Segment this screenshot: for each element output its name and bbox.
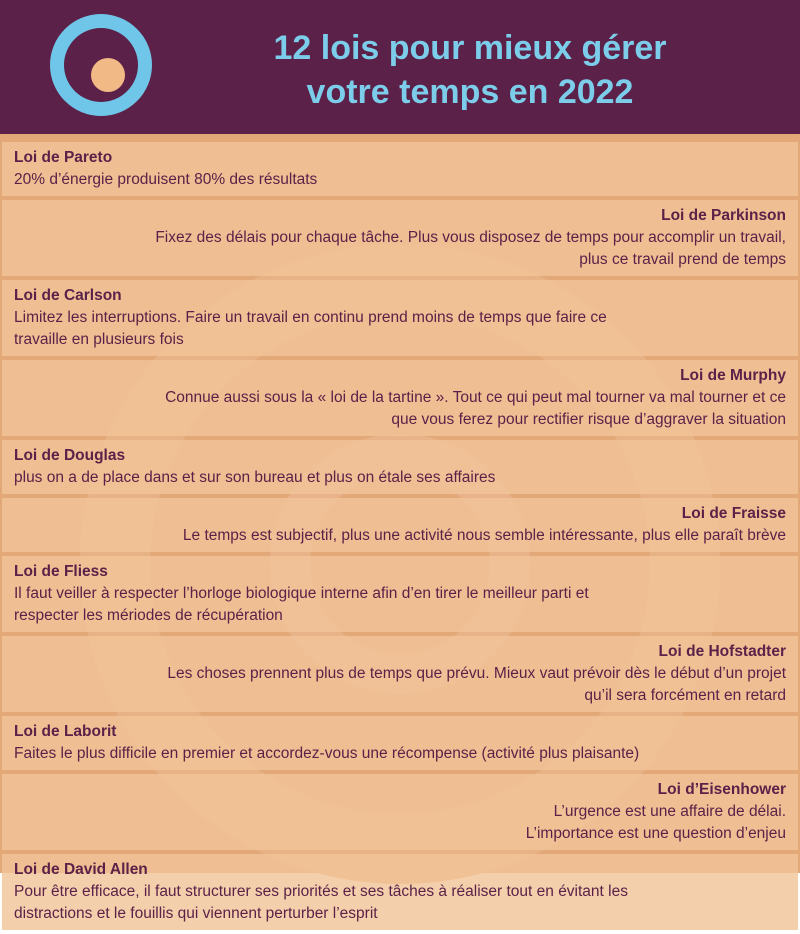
- law-description: plus on a de place dans et sur son bureau et plus on étale ses affaires: [14, 469, 496, 486]
- law-description: que vous ferez pour rectifier risque d’aggraver la situation: [391, 411, 786, 428]
- laws-panel: [0, 134, 800, 922]
- logo-inner-ring: [64, 28, 138, 102]
- law-item: [2, 556, 798, 632]
- law-description: Le temps est subjectif, plus une activité nous semble intéressante, plus elle paraît brève: [182, 527, 786, 544]
- law-item: [2, 360, 798, 436]
- law-name: Loi de Fraisse: [681, 505, 786, 522]
- law-description: Pour être efficace, il faut structurer ses priorités et ses tâches à réaliser tout en évitant les: [14, 883, 628, 900]
- law-name: Loi de Carlson: [14, 287, 122, 304]
- law-description: Fixez des délais pour chaque tâche. Plus vous disposez de temps pour accomplir un travail,: [155, 229, 786, 246]
- law-description: plus ce travail prend de temps: [579, 251, 786, 268]
- law-name: Loi de David Allen: [14, 861, 148, 878]
- law-name: Loi de Fliess: [14, 563, 108, 580]
- law-item: [2, 498, 798, 552]
- law-name: Loi de Laborit: [14, 723, 117, 740]
- logo-dot: [91, 58, 125, 92]
- law-description: distractions et le fouillis qui viennent perturber l’esprit: [14, 905, 378, 922]
- header-banner: [0, 0, 800, 134]
- law-item: [2, 774, 798, 850]
- law-description: travaille en plusieurs fois: [14, 331, 184, 348]
- laws-list: [0, 134, 800, 934]
- law-description: L’urgence est une affaire de délai.: [553, 803, 786, 820]
- title-line-1: 12 lois pour mieux gérer: [273, 29, 667, 67]
- title-line-2: votre temps en 2022: [306, 73, 634, 111]
- law-description: L’importance est une question d’enjeu: [525, 825, 786, 842]
- law-description: Les choses prennent plus de temps que prévu. Mieux vaut prévoir dès le début d’un projet: [167, 665, 786, 682]
- law-name: Loi de Hofstadter: [658, 643, 786, 660]
- law-description: respecter les mériodes de récupération: [14, 607, 283, 624]
- law-item: [2, 200, 798, 276]
- law-item: [2, 716, 798, 770]
- law-item: [2, 280, 798, 356]
- law-name: Loi d’Eisenhower: [657, 781, 786, 798]
- law-name: Loi de Parkinson: [661, 207, 786, 224]
- law-description: 20% d’énergie produisent 80% des résultats: [14, 171, 318, 188]
- law-name: Loi de Douglas: [14, 447, 126, 464]
- law-description: Connue aussi sous la « loi de la tartine ». Tout ce qui peut mal tourner va mal tourner et ce: [165, 389, 786, 406]
- law-name: Loi de Pareto: [14, 149, 113, 166]
- law-item: [2, 854, 798, 930]
- law-description: Il faut veiller à respecter l’horloge biologique interne afin d’en tirer le meilleur parti et: [14, 585, 589, 602]
- law-item: [2, 636, 798, 712]
- law-item: [2, 142, 798, 196]
- page-title: [190, 26, 750, 114]
- law-description: Faites le plus difficile en premier et accordez-vous une récompense (activité plus plaisante): [14, 745, 640, 762]
- logo-icon: [50, 14, 152, 116]
- law-description: Limitez les interruptions. Faire un travail en continu prend moins de temps que faire ce: [14, 309, 607, 326]
- law-description: qu’il sera forcément en retard: [584, 687, 786, 704]
- law-name: Loi de Murphy: [680, 367, 786, 384]
- law-item: [2, 440, 798, 494]
